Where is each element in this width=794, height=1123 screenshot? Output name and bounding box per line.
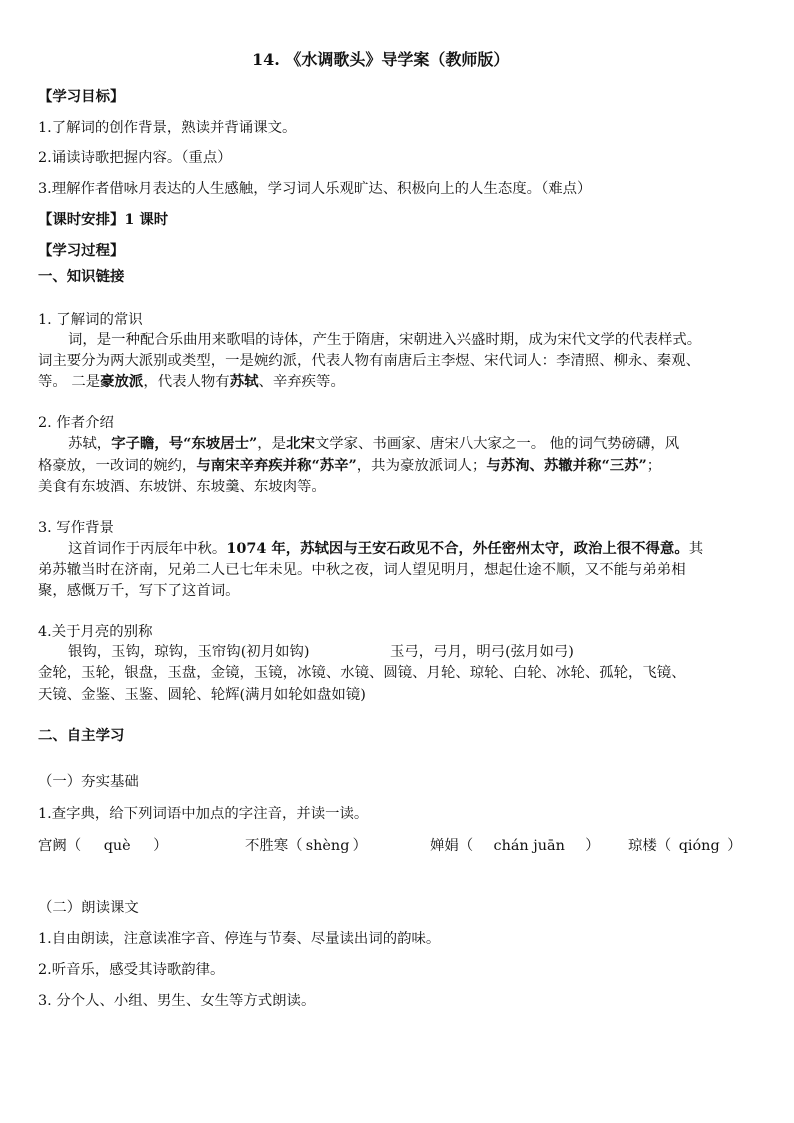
- paragraph-line: 金轮，玉轮，银盘，玉盘，金镜，玉镜，冰镜、水镜、圆镜、月轮、琼轮、白轮、冰轮、孤轮，飞镜、: [38, 665, 686, 681]
- pinyin-answer: shèng: [305, 838, 350, 854]
- process-heading: 【学习过程】: [38, 242, 125, 259]
- part2-heading: 二、自主学习: [38, 727, 125, 744]
- part1-heading: 一、知识链接: [38, 268, 125, 285]
- text-run: ，代表人物有: [143, 374, 230, 390]
- bold-text-run: 苏轼: [229, 373, 259, 390]
- goal-item: 3.理解作者借咏月表达的人生感触，学习词人乐观旷达、积极向上的人生态度。（难点）: [38, 181, 592, 197]
- paragraph-line: 银钩，玉钩，琼钩，玉帘钩(初月如钩): [68, 644, 310, 660]
- text-run: ；: [646, 458, 662, 474]
- bold-text-run: 豪放派: [100, 373, 144, 390]
- pinyin-item: [38, 836, 168, 856]
- page-title: 14. 《水调歌头》导学案（教师版）: [252, 50, 510, 69]
- reading-item: 2.听音乐，感受其诗歌韵律。: [38, 962, 225, 978]
- pinyin-answer: qióng: [678, 838, 720, 854]
- paragraph-line: 天镜、金鉴、玉鉴、圆轮、轮辉(满月如轮如盘如镜): [38, 687, 366, 703]
- paragraph-line: 美食有东坡酒、东坡饼、东坡羹、东坡肉等。: [38, 479, 326, 495]
- question-line: 1.查字典，给下列词语中加点的字注音，并读一读。: [38, 806, 369, 822]
- text-run: 文学家、书画家、唐宋八大家之一。 他的词气势磅礴，风: [314, 436, 680, 452]
- paragraph-line: [38, 456, 661, 476]
- paragraph-line: [68, 539, 703, 559]
- paragraph-line: [38, 372, 345, 392]
- pinyin-answer: què: [103, 838, 131, 854]
- bold-text-run: 字子瞻，号“东坡居士”: [111, 435, 258, 452]
- subsection-title: （一）夯实基础: [38, 774, 139, 790]
- word-text: 琼楼（: [628, 838, 672, 854]
- goal-item: 1.了解词的创作背景，熟读并背诵课文。: [38, 120, 297, 136]
- text-run: ，共为豪放派词人；: [356, 458, 487, 474]
- pinyin-item: [628, 836, 742, 856]
- schedule-label: 【课时安排】: [38, 211, 125, 228]
- section-title: 3. 写作背景: [38, 520, 114, 536]
- pinyin-item: [245, 836, 367, 856]
- bold-text-run: 与南宋辛弃疾并称“苏辛”: [196, 457, 357, 474]
- text-run: 、辛弃疾等。: [258, 374, 345, 390]
- paragraph-line: 词，是一种配合乐曲用来歌唱的诗体，产生于隋唐，宋朝进入兴盛时期，成为宋代文学的代表样式。: [68, 332, 702, 348]
- schedule-value: 1 课时: [124, 211, 169, 228]
- schedule-line: [38, 210, 168, 230]
- goals-heading: 【学习目标】: [38, 88, 125, 105]
- word-text: 宫阙（: [38, 838, 82, 854]
- bracket-close: ）: [153, 838, 168, 854]
- bold-text-run: 北宋: [286, 435, 315, 452]
- text-run: 其: [688, 541, 704, 557]
- paragraph-line: 聚，感慨万千，写下了这首词。: [38, 583, 240, 599]
- paragraph-line: 玉弓，弓月，明弓(弦月如弓): [390, 644, 574, 660]
- section-title: 2. 作者介绍: [38, 415, 114, 431]
- bracket-close: ）: [352, 838, 367, 854]
- word-text: 婵娟（: [430, 838, 474, 854]
- bold-text-run: 与苏洵、苏辙并称“三苏”: [486, 457, 647, 474]
- pinyin-answer: chán juān: [493, 838, 565, 854]
- bracket-close: ）: [585, 838, 600, 854]
- bold-text-run: 1074 年，苏轼因与王安石政见不合，外任密州太守，政治上很不得意。: [226, 540, 689, 557]
- text-run: ，是: [257, 436, 287, 452]
- word-text: 不胜寒（: [245, 838, 303, 854]
- text-run: 这首词作于丙辰年中秋。: [68, 541, 227, 557]
- reading-item: 3. 分个人、小组、男生、女生等方式朗读。: [38, 993, 316, 1009]
- pinyin-item: [430, 836, 600, 856]
- paragraph-line: [68, 434, 679, 454]
- paragraph-line: 弟苏辙当时在济南，兄弟二人已七年未见。中秋之夜，词人望见明月，想起仕途不顺，又不能与弟弟相: [38, 562, 686, 578]
- text-run: 格豪放，一改词的婉约，: [38, 458, 197, 474]
- reading-item: 1.自由朗读，注意读准字音、停连与节奏、尽量读出词的韵味。: [38, 931, 441, 947]
- subsection-title: （二）朗读课文: [38, 900, 139, 916]
- section-title: 1. 了解词的常识: [38, 312, 143, 328]
- text-run: 等。 二是: [38, 374, 101, 390]
- bracket-close: ）: [727, 838, 742, 854]
- text-run: 苏轼，: [68, 436, 112, 452]
- paragraph-line: 词主要分为两大派别或类型，一是婉约派，代表人物有南唐后主李煜、宋代词人：李清照、柳永、秦观、: [38, 353, 700, 369]
- section-title: 4.关于月亮的别称: [38, 624, 153, 640]
- goal-item: 2.诵读诗歌把握内容。（重点）: [38, 150, 232, 166]
